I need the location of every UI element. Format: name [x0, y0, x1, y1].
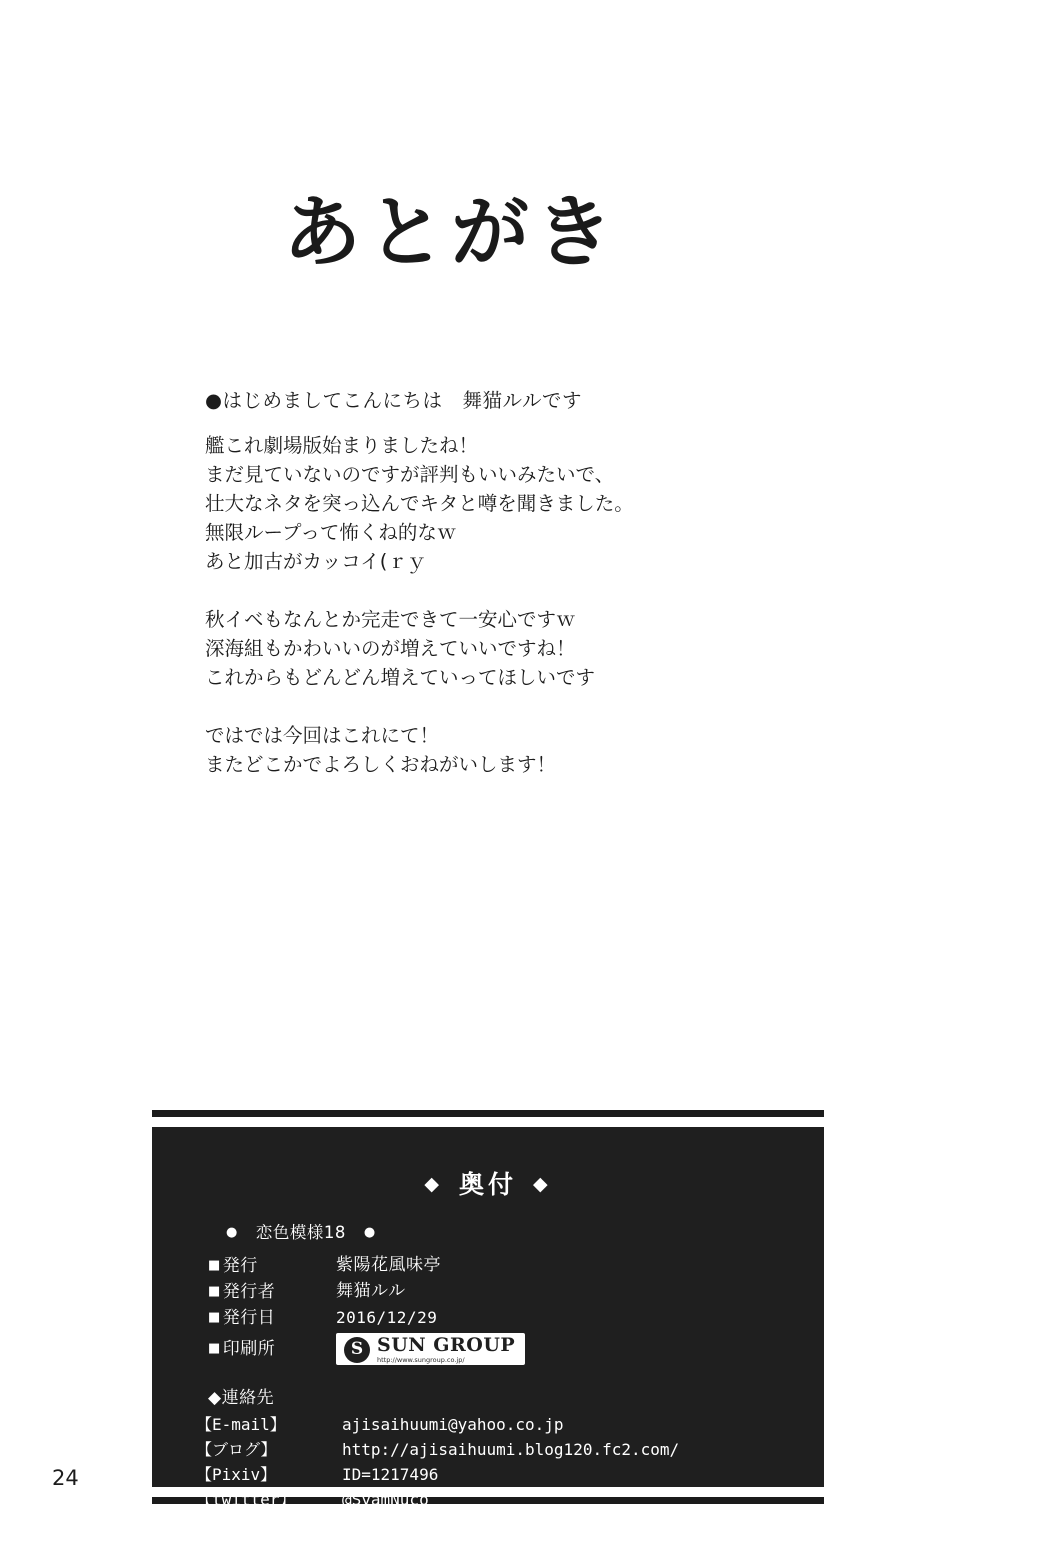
square-bullet-icon: ■: [208, 1310, 221, 1325]
sun-group-logo-mark: S: [344, 1337, 370, 1363]
sun-group-logo-url: http://www.sungroup.co.jp/: [377, 1356, 465, 1364]
info-value: 舞猫ルル: [336, 1281, 406, 1301]
paragraph-gap: [205, 692, 845, 721]
colophon-panel: [152, 1127, 824, 1534]
page-title: あとがき: [283, 187, 620, 278]
afterword-line: またどこかでよろしくおねがいします！: [205, 753, 557, 776]
page-number: 24: [52, 1466, 79, 1490]
dot-icon: ●: [226, 1225, 238, 1240]
afterword-lead: ●はじめましてこんにちは 舞猫ルルです: [205, 389, 583, 412]
contact-row: [196, 1412, 824, 1437]
afterword-line: あと加古がカッコイ(ｒｙ: [205, 550, 427, 573]
afterword-line: 深海組もかわいいのが増えていいですね！: [205, 637, 576, 660]
colophon-heading-label: 奥付: [458, 1170, 517, 1199]
info-row: [208, 1253, 824, 1279]
contact-value-pixiv[interactable]: ID=1217496: [342, 1464, 439, 1484]
info-label: ■ 発行: [208, 1256, 258, 1276]
contact-label: 【twitter】: [196, 1489, 296, 1509]
contact-row: [196, 1462, 824, 1487]
contact-label: 【E-mail】: [196, 1414, 286, 1434]
contact-label: 【ブログ】: [196, 1439, 277, 1459]
divider-top: [152, 1110, 824, 1117]
sun-group-logo-name: SUN GROUP: [377, 1334, 516, 1356]
info-label: ■ 発行者: [208, 1282, 276, 1302]
info-row-printer: [208, 1333, 824, 1365]
work-title-row: [152, 1219, 824, 1243]
publication-info-table: [152, 1253, 824, 1365]
dot-icon: ●: [363, 1225, 376, 1240]
contact-value-email[interactable]: ajisaihuumi@yahoo.co.jp: [342, 1414, 564, 1434]
contact-value-blog[interactable]: http://ajisaihuumi.blog120.fc2.com/: [342, 1439, 680, 1459]
contact-row: [196, 1512, 824, 1537]
contact-heading: ◆連絡先: [208, 1387, 275, 1408]
colophon-heading: [152, 1165, 824, 1201]
diamond-icon: ◆: [424, 1173, 443, 1195]
contact-row: [196, 1437, 824, 1462]
info-value: 紫陽花風味亭: [336, 1255, 441, 1275]
square-bullet-icon: ■: [208, 1258, 221, 1273]
afterword-line: これからもどんどん増えていってほしいです: [205, 666, 596, 689]
afterword-line: 秋イベもなんとか完走できて一安心ですｗ: [205, 608, 576, 631]
paragraph-gap: [205, 576, 845, 605]
contact-value-twitter[interactable]: @SyamNuco: [342, 1489, 429, 1509]
contact-label: 【Pixiv】: [196, 1464, 277, 1484]
afterword-line: 壮大なネタを突っ込んでキタと噂を聞きました。: [205, 492, 634, 515]
info-label: ■ 発行日: [208, 1308, 276, 1328]
diamond-icon: ◆: [533, 1173, 552, 1195]
afterword-line: 艦これ劇場版始まりましたね！: [205, 434, 479, 457]
afterword-body: [205, 386, 845, 779]
square-bullet-icon: ■: [208, 1340, 221, 1356]
info-row: [208, 1279, 824, 1305]
afterword-line: まだ見ていないのですが評判もいいみたいで、: [205, 463, 615, 486]
contact-label: 【ニコ生コミュ】: [196, 1514, 324, 1534]
sun-group-logo: [336, 1333, 525, 1365]
contact-row: [196, 1487, 824, 1512]
contact-table: [152, 1412, 824, 1537]
afterword-line: ではでは今回はこれにて！: [205, 724, 440, 747]
afterword-line: 無限ループって怖くね的なｗ: [205, 521, 457, 544]
square-bullet-icon: ■: [208, 1284, 221, 1299]
info-value: 2016/12/29: [336, 1308, 438, 1327]
contact-value-niconico[interactable]: co230976: [342, 1514, 420, 1534]
info-row: [208, 1305, 824, 1331]
info-label: ■ 印刷所: [208, 1338, 276, 1359]
work-title: 恋色模様18: [255, 1223, 346, 1242]
